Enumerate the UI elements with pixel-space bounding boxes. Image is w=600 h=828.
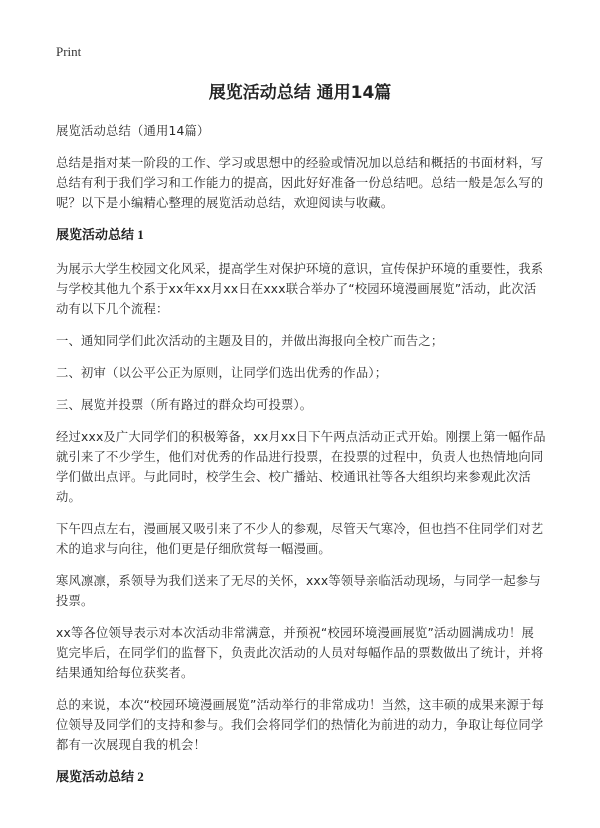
section-1-paragraph: 寒风凛凛，系领导为我们送来了无尽的关怀，xxx等领导亲临活动现场，与同学一起参与投票。 [56, 574, 541, 608]
intro-paragraph: 总结是指对某一阶段的工作、学习或思想中的经验或情况加以总结和概括的书面材料，写总结有利于我们学习和工作能力的提高，因此好好准备一份总结吧。总结一般是怎么写的呢？以下是小编精心整理的展览活动总结，欢迎阅读与收藏。 [56, 156, 544, 210]
section-1-paragraph: 一、通知同学们此次活动的主题及目的，并做出海报向全校广而告之； [56, 334, 444, 348]
section-1-paragraph: 为展示大学生校园文化风采，提高学生对保护环境的意识，宣传保护环境的重要性，我系与学校其他九个系于xx年xx月xx日在xxx联合举办了“校园环境漫画展览”活动，此次活动有以下几个流程： [56, 262, 544, 316]
document-body [56, 121, 546, 801]
section-1-paragraph: 二、初审（以公平公正为原则，让同学们选出优秀的作品）； [56, 366, 388, 380]
page-title: 展览活动总结 通用14篇 [208, 83, 392, 103]
section-1-paragraph: 经过xxx及广大同学们的积极筹备，xx月xx日下午两点活动正式开始。刚摆上第一幅作品就引来了不少学生，他们对优秀的作品进行投票，在投票的过程中，负责人也热情地向同学们做出点评。与此同时，校学生会、校广播站、校通讯社等各大组织均来参观此次活动。 [56, 430, 546, 504]
document-subtitle: 展览活动总结（通用14篇） [56, 124, 210, 138]
section-heading-1: 展览活动总结 1 [56, 227, 144, 242]
section-heading-2: 展览活动总结 2 [56, 769, 144, 784]
section-1-paragraph: 三、展览并投票（所有路过的群众均可投票）。 [56, 398, 313, 412]
section-1-paragraph: 下午四点左右，漫画展又吸引来了不少人的参观，尽管天气寒冷，但也挡不住同学们对艺术的追求与向往，他们更是仔细欣赏每一幅漫画。 [56, 522, 544, 556]
section-1-paragraph: xx等各位领导表示对本次活动非常满意，并预祝“校园环境漫画展览”活动圆满成功！展览完毕后，在同学们的监督下，负责此次活动的人员对每幅作品的票数做出了统计，并将结果通知给每位获奖者。 [56, 626, 544, 680]
print-label: Print [56, 44, 82, 59]
section-1-paragraph: 总的来说，本次“校园环境漫画展览”活动举行的非常成功！当然，这丰硕的成果来源于每位领导及同学们的支持和参与。我们会将同学们的热情化为前进的动力，争取让每位同学都有一次展现自我的机会！ [56, 698, 545, 752]
